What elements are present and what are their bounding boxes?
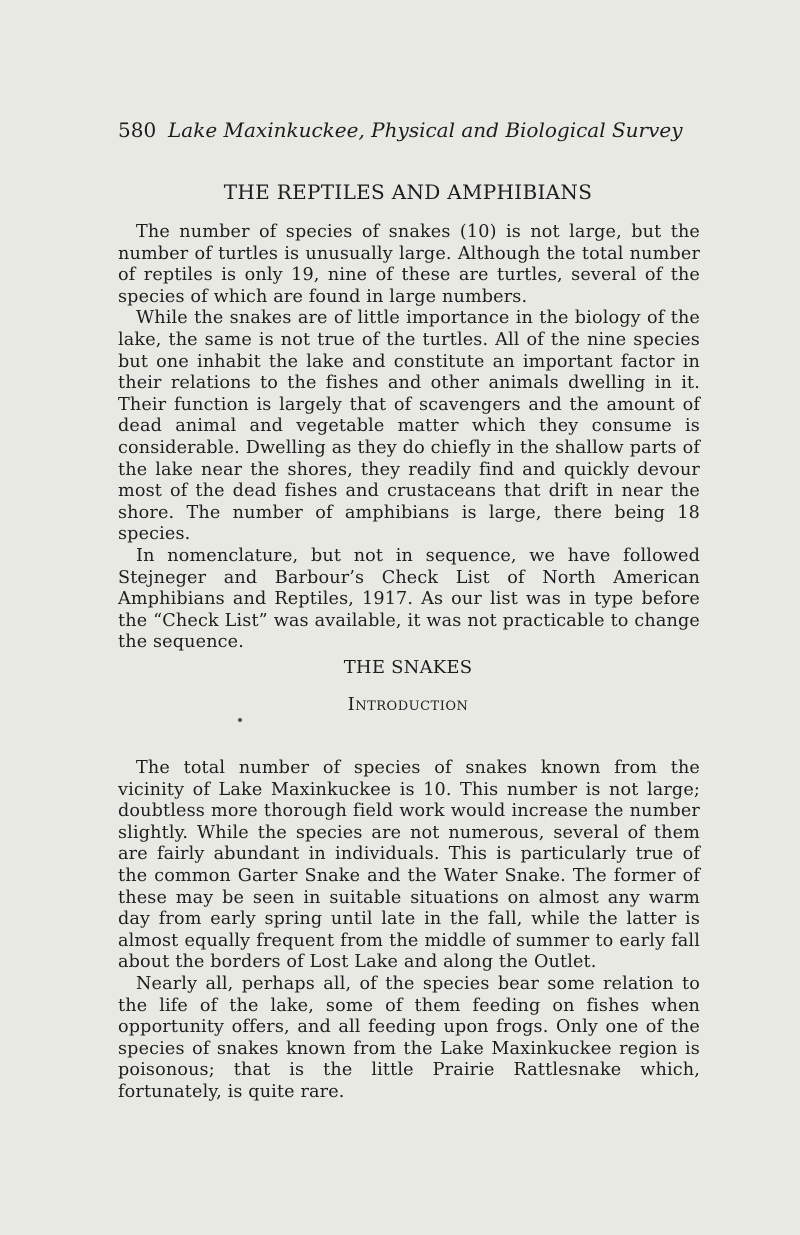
running-title: Lake Maxinkuckee, Physical and Biological Survey: [168, 118, 683, 142]
running-head: [118, 116, 688, 144]
reptiles-amphibians-text: [118, 222, 700, 654]
paragraph: While the snakes are of little importance in the biology of the lake, the same is not true of the turtles. All of the nine species but one inhabit the lake and constitute an important factor in their relations to the fishes and other animals dwelling in it. Their function is largely that of scavengers and the amount of dead animal and vegetable matter which they consume is considerable. Dwelling as they do chiefly in the shallow parts of the lake near the shores, they readily find and quickly devour most of the dead fishes and crustaceans that drift in near the shore. The number of amphibians is large, there being 18 species.: [118, 308, 700, 545]
paragraph: In nomenclature, but not in sequence, we have followed Stejneger and Barbour’s Check List of North American Amphibians and Reptiles, 1917. As our list was in type before the “Check List” was available, it was not practicable to change the sequence.: [118, 545, 700, 653]
snakes-heading: THE SNAKES: [343, 657, 473, 678]
introduction-heading: Introduction: [347, 694, 469, 715]
paragraph: Nearly all, perhaps all, of the species bear some relation to the life of the lake, some of them feeding on fishes when opportunity offers, and all feeding upon frogs. Only one of the species of snakes known from the Lake Maxinkuckee region is poisonous; that is the little Prairie Rattlesnake which, fortunately, is quite rare.: [118, 973, 700, 1102]
section-heading: THE REPTILES AND AMPHIBIANS: [223, 180, 593, 204]
paragraph: The total number of species of snakes known from the vicinity of Lake Maxinkuckee is 10. This number is not large; doubtless more thorough field work would increase the number slightly. While the species are not numerous, several of them are fairly abundant in individuals. This is particularly true of the common Garter Snake and the Water Snake. The former of these may be seen in suitable situations on almost any warm day from early spring until late in the fall, while the latter is almost equally frequent from the middle of summer to early fall about the borders of Lost Lake and along the Outlet.: [118, 758, 700, 973]
paragraph: The number of species of snakes (10) is not large, but the number of turtles is unusually large. Although the total number of reptiles is only 19, nine of these are turtles, several of the species of which are found in large numbers.: [118, 222, 700, 307]
print-speck: [238, 718, 242, 722]
snakes-introduction-text: [118, 758, 700, 1104]
page-number: 580: [118, 118, 157, 142]
